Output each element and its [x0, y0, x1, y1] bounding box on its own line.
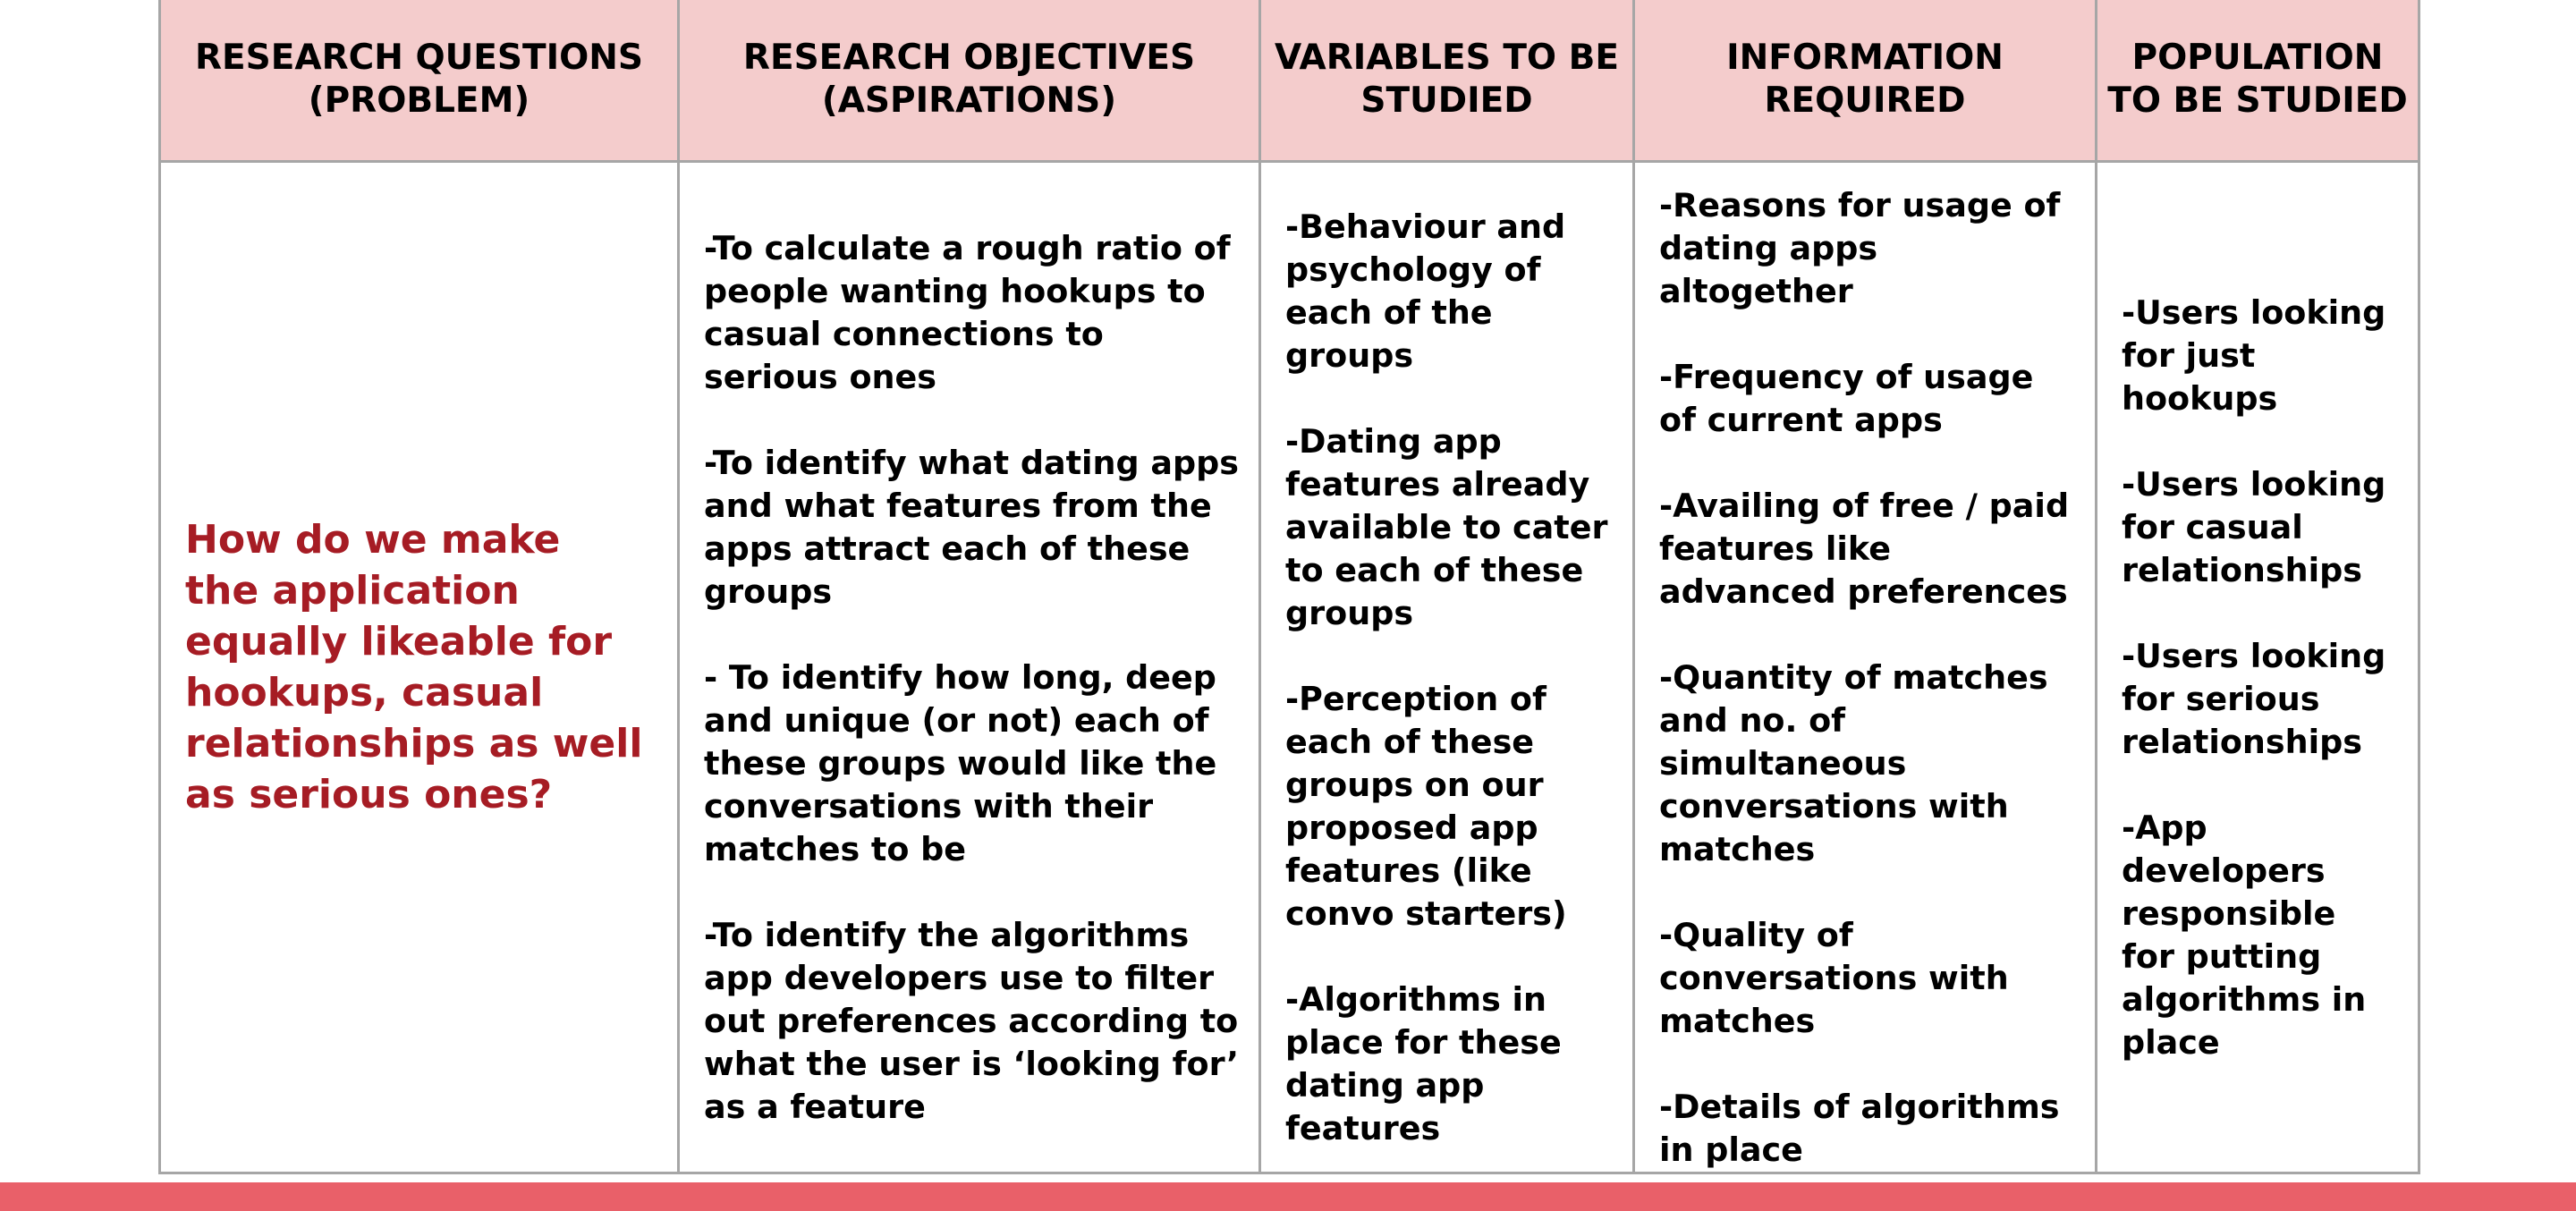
- population-cell: [2097, 162, 2419, 1173]
- information-item: -Quantity of matches and no. of simultaneous conversations with matches: [1659, 658, 2048, 868]
- population-item: -Users looking for serious relationships: [2122, 637, 2386, 761]
- variable-item: -Behaviour and psychology of each of the groups: [1285, 207, 1566, 375]
- information-item: -Quality of conversations with matches: [1659, 916, 2009, 1040]
- variable-item: -Dating app features already available to cater to each of these groups: [1285, 422, 1608, 632]
- population-item: -Users looking for casual relationships: [2122, 465, 2386, 589]
- header-research-questions: RESEARCH QUESTIONS (PROBLEM): [160, 0, 679, 162]
- population-item: -Users looking for just hookups: [2122, 293, 2386, 418]
- research-question-cell: [160, 162, 679, 1173]
- objectives-cell: [679, 162, 1260, 1173]
- header-research-objectives: RESEARCH OBJECTIVES (ASPIRATIONS): [679, 0, 1260, 162]
- research-table: [158, 0, 2420, 1174]
- objective-item: -To calculate a rough ratio of people wanting hookups to casual connections to serious ones: [704, 229, 1231, 396]
- objective-item: - To identify how long, deep and unique (or not) each of these groups would like the conversations with their matches to be: [704, 658, 1217, 868]
- header-row: [160, 0, 2419, 162]
- information-item: -Frequency of usage of current apps: [1659, 358, 2034, 439]
- footer-accent-bar: [0, 1182, 2576, 1211]
- variable-item: -Perception of each of these groups on our proposed app features (like convo starters): [1285, 680, 1567, 933]
- information-item: -Details of algorithms in place: [1659, 1088, 2060, 1169]
- header-variables: VARIABLES TO BE STUDIED: [1260, 0, 1634, 162]
- research-question: How do we make the application equally likeable for hookups, casual relationships as well as serious ones?: [185, 517, 643, 817]
- table-row: [160, 162, 2419, 1173]
- variable-item: -Algorithms in place for these dating app features: [1285, 980, 1562, 1147]
- information-item: -Availing of free / paid features like advanced preferences: [1659, 487, 2070, 611]
- objective-item: -To identify the algorithms app developers use to filter out preferences according to what the user is ‘looking for’ as a feature: [704, 916, 1239, 1126]
- variables-cell: [1260, 162, 1634, 1173]
- objective-item: -To identify what dating apps and what features from the apps attract each of these groups: [704, 444, 1239, 611]
- population-item: -App developers responsible for putting algorithms in place: [2122, 809, 2367, 1062]
- information-cell: [1634, 162, 2097, 1173]
- header-information-required: INFORMATION REQUIRED: [1634, 0, 2097, 162]
- header-population: POPULATION TO BE STUDIED: [2097, 0, 2419, 162]
- information-item: -Reasons for usage of dating apps altogether: [1659, 186, 2061, 310]
